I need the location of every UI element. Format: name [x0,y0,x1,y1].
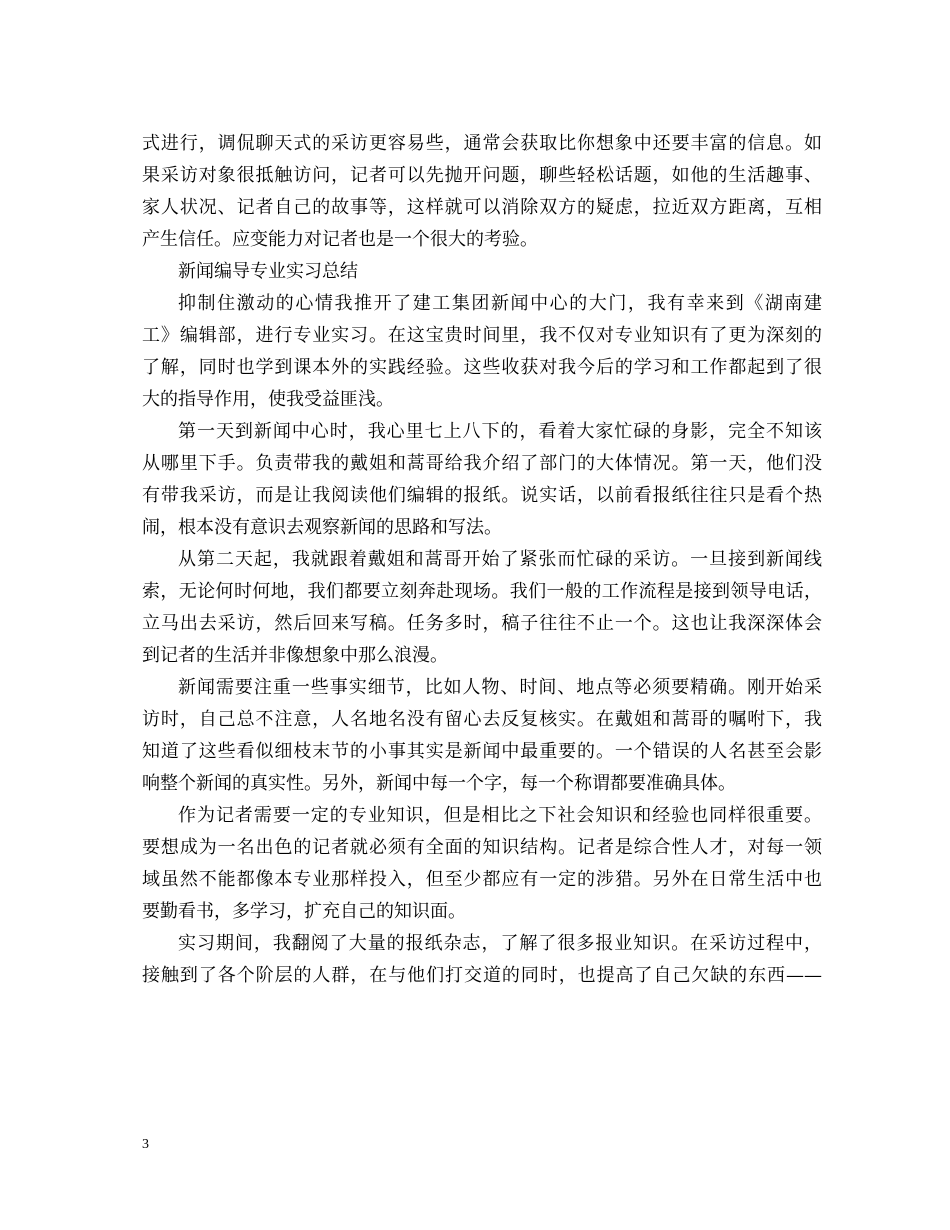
text-line: 闹，根本没有意识去观察新闻的思路和写法。 [142,517,502,538]
text-line: 响整个新闻的真实性。另外，新闻中每一个字，每一个称谓都要准确具体。 [142,773,736,794]
text-line: 到记者的生活并非像想象中那么浪漫。 [142,645,448,666]
text-line: 新闻需要注重一些事实细节，比如人物、时间、地点等必须要精确。刚开始采 [178,677,822,698]
text-line: 作为记者需要一定的专业知识，但是相比之下社会知识和经验也同样很重要。 [178,805,822,826]
text-line: 访时，自己总不注意，人名地名没有留心去反复核实。在戴姐和蒿哥的嘱咐下，我 [142,709,822,730]
text-line: 家人状况、记者自己的故事等，这样就可以消除双方的疑虑，拉近双方距离，互相 [142,197,822,218]
text-line: 大的指导作用，使我受益匪浅。 [142,389,394,410]
text-line: 接触到了各个阶层的人群，在与他们打交道的同时，也提高了自己欠缺的东西—— [142,965,822,986]
page-number: 3 [142,1137,149,1152]
text-line: 域虽然不能都像本专业那样投入，但至少都应有一定的涉猎。另外在日常生活中也 [142,869,822,890]
text-line: 果采访对象很抵触访问，记者可以先抛开问题，聊些轻松话题，如他的生活趣事、 [142,165,822,186]
text-line: 从哪里下手。负责带我的戴姐和蒿哥给我介绍了部门的大体情况。第一天，他们没 [142,453,822,474]
text-line: 知道了这些看似细枝末节的小事其实是新闻中最重要的。一个错误的人名甚至会影 [142,741,822,762]
text-line: 立马出去采访，然后回来写稿。任务多时，稿子往往不止一个。这也让我深深体会 [142,613,822,634]
text-line: 工》编辑部，进行专业实习。在这宝贵时间里，我不仅对专业知识有了更为深刻的 [142,325,822,346]
text-line: 要想成为一名出色的记者就必须有全面的知识结构。记者是综合性人才，对每一领 [142,837,822,858]
text-line: 从第二天起，我就跟着戴姐和蒿哥开始了紧张而忙碌的采访。一旦接到新闻线 [178,549,822,570]
text-line: 要勤看书，多学习，扩充自己的知识面。 [142,901,466,922]
body-text [142,128,822,992]
text-line: 第一天到新闻中心时，我心里七上八下的，看着大家忙碌的身影，完全不知该 [178,421,822,442]
section-title: 新闻编导专业实习总结 [178,261,358,282]
text-line: 了解，同时也学到课本外的实践经验。这些收获对我今后的学习和工作都起到了很 [142,357,822,378]
text-line: 产生信任。应变能力对记者也是一个很大的考验。 [142,229,538,250]
text-line: 索，无论何时何地，我们都要立刻奔赴现场。我们一般的工作流程是接到领导电话， [142,581,822,602]
text-line: 有带我采访，而是让我阅读他们编辑的报纸。说实话，以前看报纸往往只是看个热 [142,485,822,506]
text-line: 抑制住激动的心情我推开了建工集团新闻中心的大门，我有幸来到《湖南建 [178,293,822,314]
text-line: 实习期间，我翻阅了大量的报纸杂志，了解了很多报业知识。在采访过程中， [178,933,822,954]
text-line: 式进行，调侃聊天式的采访更容易些，通常会获取比你想象中还要丰富的信息。如 [142,133,822,154]
